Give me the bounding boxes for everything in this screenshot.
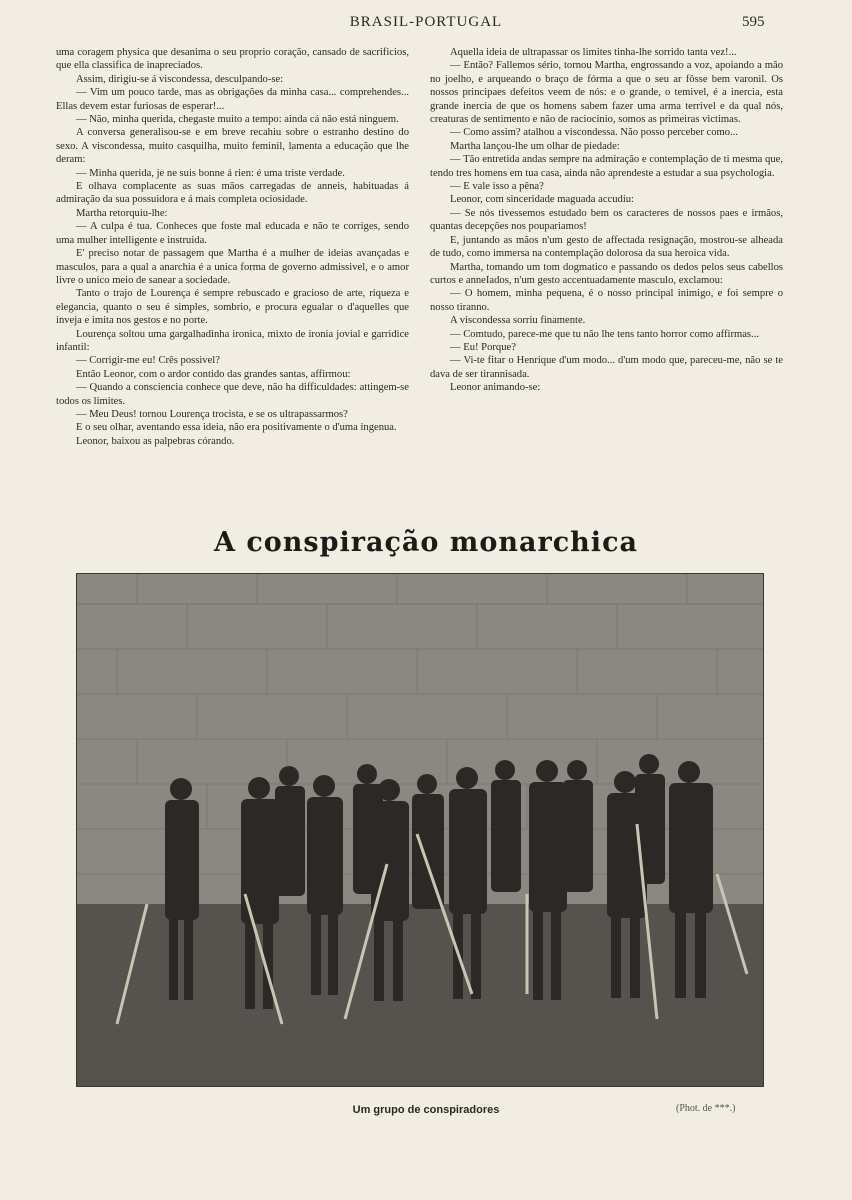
paragraph: A conversa generalisou-se e em breve recahiu sobre o estranho destino do sexo. A viscondessa, muito casquilha, muito feminil, lamenta a educação que lhe deram:: [56, 127, 409, 166]
paragraph: — Então? Fallemos sério, tornou Martha, engrossando a voz, apoiando a mão no joelho, e arqueando o braço de fórma a que o seu ar fôsse bem varonil. Os nossos principaes defeitos veem de nós: e o grande, o temivel, é a inercia, esta grande inercia de que os homens sabem fazer uma arma terrivel e da qual nós, creaturas de sentimento e não de raciocinio, somos as primeiras victimas.: [430, 60, 783, 126]
paragraph: Martha, tomando um tom dogmatico e passando os dedos pelos seus cabellos curtos e anneIados, n'um gesto accentuadamente masculo, exclamou:: [430, 261, 783, 286]
photo-caption: Um grupo de conspiradores: [352, 1104, 500, 1116]
paragraph: Então Leonor, com o ardor contido das grandes santas, affirmou:: [76, 368, 351, 380]
paragraph: E olhava complacente as suas mãos carregadas de anneis, habituadas á admiração da sua possuidora e á mais completa ociosidade.: [56, 181, 409, 206]
paragraph: — Comtudo, parece-me que tu não lhe tens tanto horror como affirmas...: [450, 328, 759, 340]
paragraph: — Minha querida, je ne suis bonne á rien: é uma triste verdade.: [76, 167, 345, 179]
paragraph: Tanto o trajo de Lourença é sempre rebuscado e gracioso de arte, riqueza e elegancia, quanto o seu é simples, sombrio, e procura egualar o d'aquelles que inveja e imita nos gestos e no porte.: [56, 288, 409, 327]
paragraph: — A culpa é tua. Conheces que foste mal educada e não te corriges, sendo uma mulher intelligente e instruida.: [56, 221, 409, 246]
paragraph: — Não, minha querida, chegaste muito a tempo: ainda cá não está ninguem.: [76, 114, 399, 126]
paragraph: — Vi-te fitar o Henrique d'um modo... d'um modo que, pareceu-me, não se te dava de ser tirannisada.: [430, 355, 783, 380]
group-photograph: [76, 573, 764, 1087]
right-text-column: [430, 46, 783, 395]
paragraph: — Corrigir-me eu! Crês possivel?: [76, 355, 220, 367]
paragraph: — Quando a consciencia conhece que deve, não ha difficuldades: attingem-se todos os limites.: [56, 382, 409, 407]
paragraph: — Meu Deus! tornou Lourença trocista, e se os ultrapassarmos?: [76, 408, 348, 420]
paragraph: uma coragem physica que desanima o seu proprio coração, cansado de sacrificios, que ella classifica de inapreciados.: [56, 47, 409, 72]
paragraph: Leonor animando-se:: [450, 382, 541, 394]
paragraph: Leonor, com sinceridade maguada accudiu:: [450, 194, 635, 206]
section-title: A conspiração monarchica: [213, 527, 639, 558]
paragraph: Martha retorquiu-lhe:: [76, 207, 168, 219]
paragraph: — Como assim? atalhou a viscondessa. Não posso perceber como...: [450, 127, 739, 139]
ground: [77, 904, 763, 1086]
paragraph: — O homem, minha pequena, é o nosso principal inimigo, e foi sempre o nosso tiranno.: [430, 288, 783, 313]
paragraph: — Vim um pouco tarde, mas as obrigações da minha casa... comprehendes... Ellas devem estar furiosas de esperar!...: [56, 87, 409, 112]
paragraph: Martha lançou-lhe um olhar de piedade:: [450, 140, 620, 152]
paragraph: E' preciso notar de passagem que Martha é a mulher de ideias avançadas e masculos, para a qual a anarchia é a unica forma de governo admissivel, e o amor livre o unico meio de sanear a sociedade.: [56, 248, 409, 286]
paragraph: — Se nós tivessemos estudado bem os caracteres de nossos paes e irmãos, quantas decepções nos poupariamos!: [430, 207, 783, 233]
paragraph: E, juntando as mãos n'um gesto de affectada resignação, mostrou-se alheada de tudo, como immersa na contemplação dolorosa da sua heroica vida.: [430, 234, 783, 260]
paragraph: Aquella ideia de ultrapassar os limites tinha-lhe sorrido tanta vez!...: [450, 47, 737, 58]
paragraph: — Eu! Porque?: [450, 341, 516, 353]
paragraph: E o seu olhar, aventando essa ideia, não era positivamente o d'uma ingenua.: [76, 422, 397, 434]
paragraph: Leonor, baixou as palpebras córando.: [76, 435, 235, 447]
paragraph: — E vale isso a pêna?: [450, 181, 544, 193]
paragraph: — Tão entretida andas sempre na admiração e contemplação de ti mesma que, tendo tres homens em tua casa, ainda não aprendeste a estudar a sua psychologia.: [430, 154, 783, 179]
paragraph: Lourença soltou uma gargalhadinha ironica, mixto de ironia jovial e garridice infantil:: [56, 328, 409, 353]
running-header: BRASIL-PORTUGAL: [349, 14, 503, 30]
page-number: 595: [742, 14, 765, 30]
paragraph: Assim, dirigiu-se á viscondessa, desculpando-se:: [76, 73, 284, 85]
photo-credit: (Phot. de ***.): [676, 1103, 736, 1114]
paragraph: A viscondessa sorriu finamente.: [450, 315, 586, 327]
left-text-column: [56, 46, 409, 448]
